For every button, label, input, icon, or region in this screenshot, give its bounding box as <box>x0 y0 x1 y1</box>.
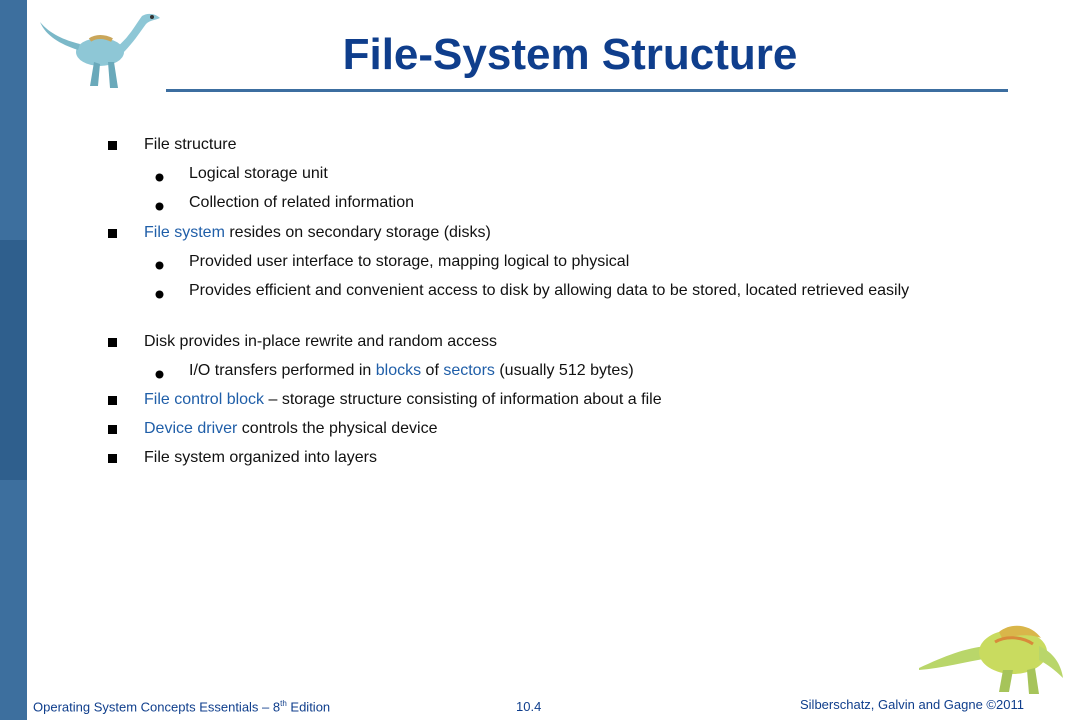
sub-bullet-efficient-access: Provides efficient and convenient access to disk by allowing data to be stored, located retrieved easily <box>189 282 910 299</box>
round-bullet-icon <box>155 199 165 209</box>
footer-edition: Edition <box>286 699 331 715</box>
round-bullet-icon <box>155 170 165 180</box>
round-bullet-icon <box>155 367 165 377</box>
footer-book-title-main: Operating System Concepts Essentials – 8 <box>33 699 281 715</box>
footer-copyright: Silberschatz, Galvin and Gagne ©2011 <box>800 697 1024 712</box>
term-blocks: blocks <box>375 362 422 379</box>
bullet-file-structure: File structure <box>144 136 237 153</box>
io-text-of: of <box>421 362 444 379</box>
bullet-device-driver <box>144 418 437 440</box>
round-bullet-icon <box>155 287 165 297</box>
slide-title: File-System Structure <box>342 30 798 79</box>
term-file-system: File system <box>144 224 225 241</box>
footer-page-number: 10.4 <box>516 699 542 714</box>
square-bullet-icon <box>108 454 118 464</box>
round-bullet-icon <box>155 258 165 268</box>
left-sidebar-bar <box>0 0 27 720</box>
bullet-file-system-text: resides on secondary storage (disks) <box>224 224 491 241</box>
title-underline <box>166 89 1008 92</box>
square-bullet-icon <box>108 396 118 406</box>
sub-bullet-io-transfers <box>189 360 969 382</box>
term-device-driver: Device driver <box>144 420 238 437</box>
term-sectors: sectors <box>443 362 495 379</box>
fcb-text: – storage structure consisting of information about a file <box>264 391 662 408</box>
bullet-disk: Disk provides in-place rewrite and random access <box>144 333 498 350</box>
dd-text: controls the physical device <box>237 420 438 437</box>
footer-superscript: th <box>280 699 287 708</box>
sub-bullet-user-interface: Provided user interface to storage, mapping logical to physical <box>189 253 630 270</box>
sub-bullet-logical-storage: Logical storage unit <box>189 165 328 182</box>
square-bullet-icon <box>108 141 118 151</box>
square-bullet-icon <box>108 338 118 348</box>
io-text-a: I/O transfers performed in <box>189 362 376 379</box>
term-file-control-block: File control block <box>144 391 265 408</box>
sub-bullet-collection: Collection of related information <box>189 194 415 211</box>
square-bullet-icon <box>108 229 118 239</box>
bullet-file-system <box>144 222 491 244</box>
footer-book-title <box>33 699 330 714</box>
square-bullet-icon <box>108 425 118 435</box>
dinosaur-logo-icon <box>38 6 164 92</box>
io-text-rest: (usually 512 bytes) <box>494 362 634 379</box>
bullet-layers: File system organized into layers <box>144 449 377 466</box>
dinosaur-illustration-icon <box>915 608 1067 696</box>
bullet-file-control-block <box>144 389 662 411</box>
